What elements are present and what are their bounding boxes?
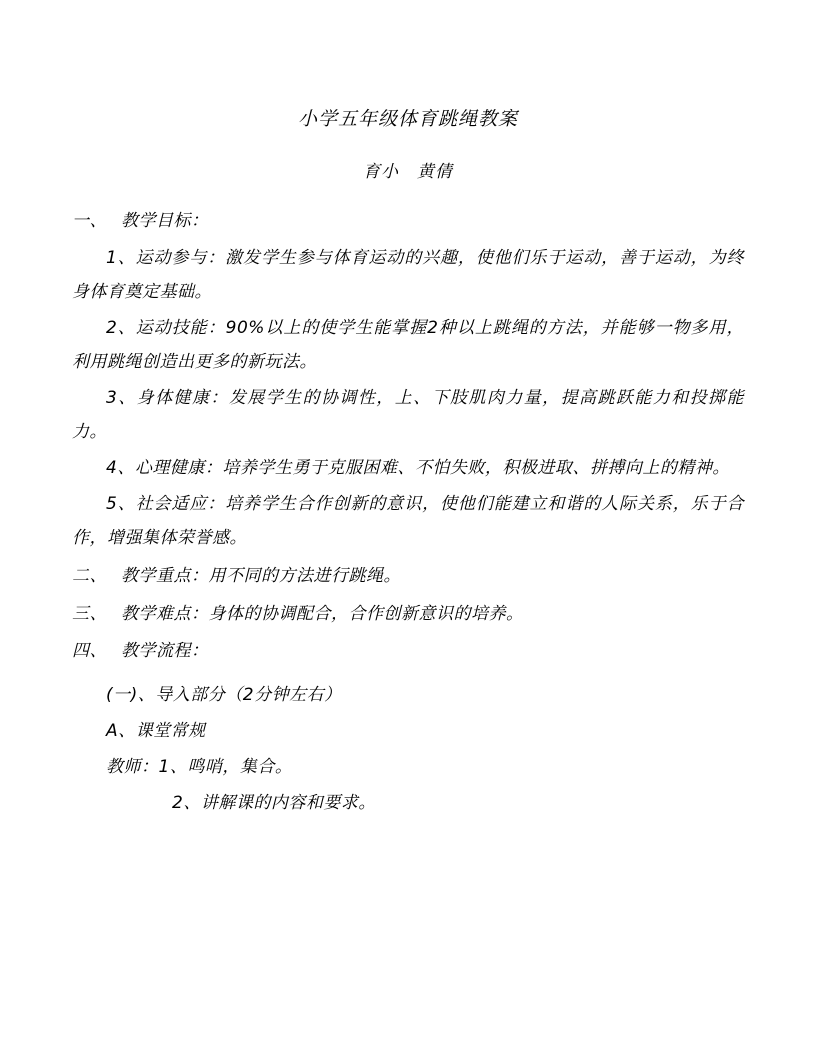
section-number-goals: 一、 <box>72 211 107 231</box>
section-heading-process <box>72 636 744 667</box>
section-heading-key-points <box>72 561 744 592</box>
paragraph-goal-3: 3、身体健康：发展学生的协调性，上、下肢肌肉力量，提高跳跃能力和投掷能力。 <box>72 388 744 443</box>
section-title-difficulties: 教学难点：身体的协调配合，合作创新意识的培养。 <box>121 603 524 624</box>
process-part1-teacher-line-1: 教师：1、鸣哨，集合。 <box>106 756 293 777</box>
process-part1-item-a: A、课堂常规 <box>106 720 206 741</box>
section-number-key-points: 二、 <box>72 566 107 587</box>
section-heading-difficulties <box>72 599 744 630</box>
section-number-process: 四、 <box>72 641 107 662</box>
process-part1-subtitle: (一)、导入部分（2分钟左右） <box>106 684 342 705</box>
paragraph-goal-1: 1、运动参与：激发学生参与体育运动的兴趣，使他们乐于运动，善于运动，为终身体育奠定基础。 <box>72 248 744 303</box>
section-title-process: 教学流程： <box>121 641 209 662</box>
section-title-goals: 教学目标： <box>121 211 209 231</box>
paragraph-goal-2: 2、运动技能：90%以上的使学生能掌握2种以上跳绳的方法，并能够一物多用，利用跳绳创造出更多的新玩法。 <box>72 318 744 373</box>
page-title: 小学五年级体育跳绳教案 <box>297 108 518 130</box>
section-title-key-points: 教学重点：用不同的方法进行跳绳。 <box>121 566 401 587</box>
section-number-difficulties: 三、 <box>72 603 107 624</box>
section-heading-goals <box>72 206 744 237</box>
document-author: 育小 黄倩 <box>363 162 453 182</box>
paragraph-goal-5: 5、社会适应：培养学生合作创新的意识，使他们能建立和谐的人际关系，乐于合作，增强集体荣誉感。 <box>72 494 744 549</box>
paragraph-goal-4: 4、心理健康：培养学生勇于克服困难、不怕失败，积极进取、拼搏向上的精神。 <box>106 458 730 479</box>
process-part1-teacher-line-2: 2、讲解课的内容和要求。 <box>172 792 376 813</box>
